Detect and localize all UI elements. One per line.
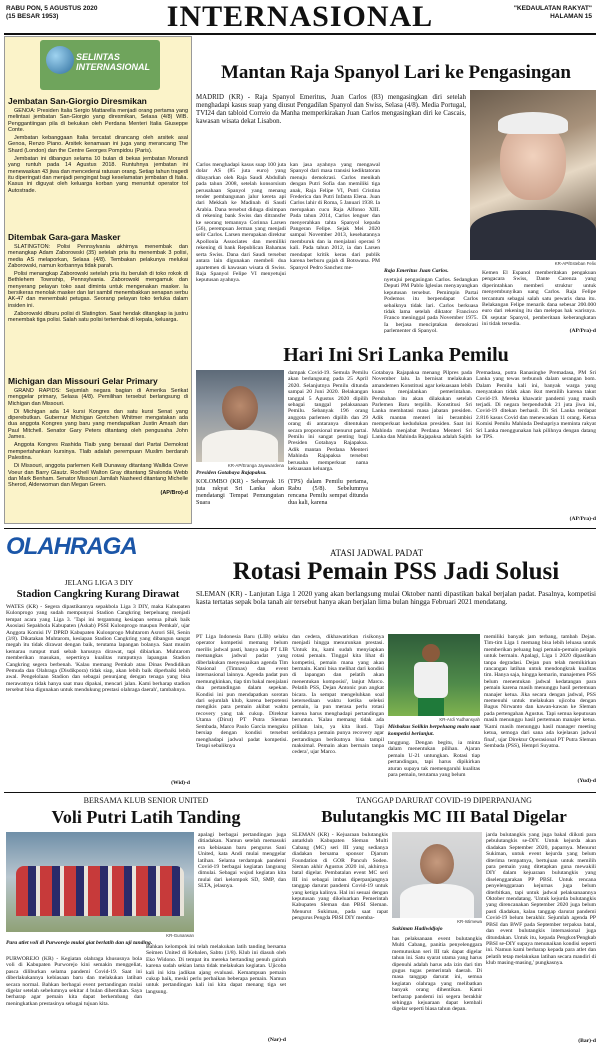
sidebar-item-3	[8, 376, 188, 520]
team-row	[16, 866, 184, 916]
portrait-face	[222, 386, 258, 430]
player-jersey	[414, 662, 448, 698]
player-figure	[422, 644, 440, 662]
spain-lead: MADRID (KR) - Raja Spanyol Emeritus, Juan Carlos (83) mengasingkan diri setelah menghadapi kasus suap yang diusut Pengadilan Spanyol dan Swiss, Selasa (4/8). Media Portugal, TVI24 dan tabloid Correio da Manha memperkirakan Juan Carlos mengasingkan diri ke Cascais, kawasan wisata dekat Lisabon.	[196, 94, 466, 126]
sidebar-para: GENOA: Presiden Italia Sergio Mattarella menjadi orang pertama yang melintasi jembatan San-Giorgio yang diresmikan, Selasa (4/8) WIB. Penggantiingan pila di bekukan oleh Perdana Menteri Italia Giuseppe Conte.	[8, 108, 188, 133]
pss-lead: SLEMAN (KR) - Lanjutan Liga 1 2020 yang akan berlangsung mulai Oktober nanti dipastikan bakal berjalan padat. Pasalnya, kompetisi kasta tertatas sepak bola tanah air tersebut hanya akan berjalan lima bulan hingga Februari 2021 mendatang.	[196, 590, 596, 607]
spain-photo	[470, 90, 596, 260]
section-title: INTERNASIONAL	[166, 0, 434, 33]
cangkring-sign: (Wid)-d	[171, 780, 190, 786]
masthead-page: HALAMAN 15	[550, 13, 592, 20]
pss-col-4: memiliki banyak jam terbang, tambah Dejan. Tim-tim Liga 1 memang bisa lebih leluasa untuk memberikan peluang bagi pemain-pemain pelapis untuk bermain. Apalagi, Liga 1 2020 dipastikan tanpa degradasi. Dejan pun telah memikirkan rancangan latihan untuk mendongkrak kualitas tim. Hanya saja, hingga kemarin, manajemen PSS belum menentukan jadwal kedatangan para pemain karena masih menunggu hasil pertemuan manajer ketua. Jika secara dengan jadwal, PSS memenuhi untuk melakukan ujicoba dengan Bagus Nirwanto dan kawan-kawan ke Sleman pada pertengahan Agustus. Tapi semua keputusan masih menunggu hasil pertemuan manajer ketua. 'Kami masih menunggu hasil manager meeting ketua, semoga dari sana ada kejelasan jadwal final', ujar Direktur Operasional PT Putra Sleman Sembada (PSS), Hempri Suyatna.	[484, 634, 596, 749]
lanka-photo-credit: KR-AP/Eranga Jayawardena	[227, 463, 284, 468]
voli-sign: (Nar)-d	[267, 1037, 286, 1043]
sport-rule-2	[4, 792, 596, 793]
sidebar-badge-text: SELINTAS INTERNASIONAL	[76, 52, 150, 72]
sidebar-item-title: Jembatan San-Giorgio Diresmikan	[8, 96, 147, 106]
portrait-shirt	[400, 884, 474, 918]
lanka-col-5: Premadasa, putra Ranasinghe Premadasa, PM Sri Lanka yang tewas terbunuh dalam serangan bom. Dalam Pemilu kali ini, banyak warga yang menyatakan tidak akan ikut memilih karena takut Covid-19. Mereka khawatir pandemi yang masih terjadi. Di negara berpenduduk 21 juta jiwa ini, Covid-19 ditekan berhasil. Di Sri Lanka terdapat 2.816 kasus Covid dan menewaskan 11 orang. Ketua Komisi Pemilu Mahinda Deshapriya meminta rakyat Sri Lanka menggunakan hak pilihnya dengan datang ke TPS.	[476, 370, 596, 441]
lanka-col-3: dampak Covid-19. Semula Pemilu akan berlangsung pada 25 April 2020. Selanjutnya Pemilu ditunda sampai 20 Juni 2020. Belakangan tanggal 5 Agustus 2020 dipilih sebagai tanggal pelaksanaan Pemilu. Sebanyak 196 orang anggota parlemen dipilih dan 29 orang di antaranya ditentukan secara proporsional menurut partai. Pemilu ini sangat penting bagi Presiden Gotabaya Rajapaksa. Adik mantan Perdana Menteri Mahinda Rajapaksa tersebut berusaha memperkuat nama kekuasaan keluarga.	[288, 370, 368, 473]
lanka-col-2: (TPS) dalam Pemilu pertama, Rabu (5/8). Sebelumnya rencana Pemilu sempat ditunda dua kali, karena	[288, 478, 368, 506]
mc-col-1: SLEMAN (KR) - Kejuaraan bulutangkis antarklub Kabupaten Sleman Multi Cabang (MC) seri III yang sedianya diadakan bersama sponsor Djarum Foundation di GOR Pancuh Soden. Sleman akhir Agustus 2020 ini, akhirnya batal digelar. Pembatalan event MC seri III ini sebagai imbas diperpanjangnya tanggap darurat pandemi Covid-19 untuk yang ketiga kalinya. Hal ini sesuai dengan keputusan yang dikeluarkan Pemerintah Kabupaten Sleman dan PBSI Sleman. Menurut Sukiman, pada saat rapat pengurus Pengda PBSI DIY memba-	[292, 832, 388, 922]
lanka-sign: (AP/Pra)-d	[569, 516, 596, 522]
sidebar-para: Zaborowski diburu polisi di Slatington. Saat hendak ditangkap ia justru menembak tiga polisi. Salah satu polisi tertembak di kepala, keluarga.	[8, 310, 188, 324]
sidebar-para: Jembatan kebanggaan Italia tercatat dirancang oleh arsitek asal Genoa, Renzo Piano. Arsitek kenamaan ini juga yang merancang The Shard (London) dan the Centre Georges Pompidou (Paris).	[8, 135, 188, 154]
globe-icon	[46, 46, 74, 74]
pss-col-1: PT Liga Indonesia Baru (LIB) selaku operator kompetisi memang belum merilis jadwal pasti, hanya saja PT LIB memangkas jadwal padat yang diberlakukan menyesuaikan agenda Tim Nasional (Timnas) dan event internasional lainnya. Agenda padat pun memungkinkan, tiap tim bakal menjalani dua pertandingan dalam sepekan. Kondisi ini pun mendapatkan sorotan dari sejumlah klub, karena berpotensi mengikis para pemain akibat waktu recovery yang tak cukup. Direktur Utama (Dirut) PT Putra Sleman Sembada, Marco Paulo Garcia mengaku bersiap dengan kondisi tersebut menghadapi jadwal padat kompetisi. Tetapi sebaliknya	[196, 634, 288, 749]
olahraga-badge: OLAHRAGA	[6, 533, 137, 560]
pss-headline: Rotasi Pemain PSS Jadi Solusi	[232, 558, 560, 585]
spain-headline: Mantan Raja Spanyol Lari ke Pengasingan	[221, 62, 571, 83]
mc-headline: Bulutangkis MC III Batal Digelar	[321, 807, 567, 826]
lanka-photo	[196, 370, 284, 462]
sidebar-para: Anggota Kongres Rashida Tlaib yang berasal dari Partai Demokrat mempertahankan kursinya. Tlaib adalah perempuan Muslim berdarah Palestina.	[8, 442, 188, 461]
sidebar-item-1	[8, 96, 188, 226]
cangkring-headline: Stadion Cangkring Kurang Dirawat	[16, 589, 180, 600]
pss-sign: (Yud)-d	[577, 778, 596, 784]
masthead-rule	[4, 33, 596, 35]
sidebar-para: GRAND RAPIDS: Sejumlah negara bagian di Amerika Serikat menggelar primary, Selasa (4/8). Pemilihan tersebut berlangsung di Michigan dan Missouri.	[8, 388, 188, 407]
portrait-hair	[498, 112, 568, 134]
voli-photo	[6, 832, 194, 932]
lanka-col-4: Gotabaya Rajapaksa menang Pilpres pada November lalu. Ia bernisat melakukan amandemen Konstitusi agar kekuasaan lebih kuasa menjalankan pemerintahan. Perubahan itu akan dilakukan setelah Parlemen Baru terpilih. Konstitusi Sri Lanka membatasi masa jabatan presiden. Adik mantan menteri ini berambisi memperkuat kedudukan presiden. Saat ini Mahinda menjabat Perdana Menteri Sri Lanka dan Mahinda Rajapaksa adalah Sajith	[372, 370, 472, 441]
voli-kicker: BERSAMA KLUB SENIOR UNITED	[83, 796, 209, 805]
voli-col-1: PURWOREJO (KR) - Kegiatan olahraga khususnya bola voli di Kabupaten Purworejo kini semakin menggeliat, pasca diliburkan selama pandemi Covid-19. Saat ini diberlakukannya kebiasaan baru dan melakukan latihan secara normal. Bahkan berbagai event pertandingan mulai digelar setelah sebelumnya sekitar 4 bulan dihentikan. Saya berharap agar pemain kita dapat berkembang dan meningkatkan prestasinya sebagai tujuan kita.	[6, 956, 142, 1007]
spain-caption: Raja Emeritus Juan Carlos.	[384, 268, 449, 274]
sidebar-item-title: Ditembak Gara-gara Masker	[8, 232, 121, 242]
voli-col-side: apalagi berbagai pertandingan juga ditiadakan. Namun setelah memasuki era kebiasaan baru pengurus Sani United, kata Andi mulai menggelar latihan. Selama terdampak pandemi Covid-19 berbagai kegiatan langsung dimulai. Sebagai wujud kegiatan kita mulai dari kelompok SD, SMP, dan SLTA, jelasnya.	[198, 832, 286, 890]
pss-col-3: tanggung. Dengan begitu, ia minta dalam menentukan pilihan. Ajaran pemain U-21 untungkan. Rotasi tiap pertandingan, tapi harus dipikirkan aturan supaya tak memengaruhi kualitas para pemain, terutama yang belum	[388, 740, 480, 779]
mc-caption: Sukiman Hadiwidjojo	[392, 926, 443, 932]
sidebar-badge-bg	[40, 40, 160, 90]
spain-photo-credit: KR-AP/Esteban Felix	[554, 261, 596, 266]
masthead-date: RABU PON, 5 AGUSTUS 2020	[6, 5, 98, 12]
spain-col-2: kan jasa ayahnya yang mengawal Spanyol dari masa transisi kediktatoran menuju demokrasi. Carlos menikah dengan Putri Sofia dan memiliki tiga anak, Raja Felipe VI, Putri Cristina Frederica dan Putri Infanta Elena. Juan Carlos lahir di Roma, 5 Januari 1938. Ia merupakan cucu Raja Alfonso XIII. Pada tahun 2014, Carlos lengser dan menyerahkan tahta Spanyol kepada Pangeran Felipe. Sejak Mei 2020 sampai November 2013, kesehatannya memburuk dan ia menjalani operasi 9 kali. Pada tahun 2012, ia dan Larsen mendapat kritik keras dari publik karena berburu gajah di Botswana. PM Spanyol Pedro Sanchez me-	[290, 162, 380, 271]
sidebar-sign: (AP/Bro)-d	[160, 490, 188, 497]
cangkring-body: WATES (KR) - Segera dipastikannya sepakbola Liga 3 DIY, maka Kabupaten Kulonprogo yang sudah mempunyai Stadion Cangkring berpeluang menjadi tempat acara yang Liga 3. 'Tapi ini tergantung kesiapan semua pihak baik Asosiasi Sepakbola Kabupaten (Askab) PSSI Kulonprogo maupun Pemkab', ujar Anggota Komisi IV DPRD Kabupaten Kulonprogo Muhtarom Asrori SH, Senin (3/8). Dikatakan Muhtarom, kesiapan Stadion Cangkring yang dibangun sangat megah itu tidak dirawat dengan baik, terutama lapangan bolanya. Saat musim kemarau rumput mati sebab harusnya dirawat, tapi dibiarkan. Muhtarom memberikan masukan, sepertinya kualitas rumputnya lapangan Stadion Cangkring segera berbenah. 'Kalau memang Pemkab atau Dinas Pendidikan Pemuda dan Olahraga (Disdikpora) tidak siap, akan lebih baik diperbaiki lebih awal. Pengelolaan Stadion dan sebagai penunjang dengan tenaga yang bisa merawatnya tidak hanya saat mau dipakai, mencari jalan. Kami berharap stadion tersebut bisa digunakan untuk mendukung prestasi olahraga daerah', tambahnya.	[6, 604, 190, 694]
pss-kicker: ATASI JADWAL PADAT	[330, 548, 424, 558]
mc-col-3: jarda bulutangkis yang juga bakal diikuti para pebulutangkis se-DIY. Untuk kejurda akan diadakan September 2020, paparnya. Menurut Sukiman, untuk event kejurda yang belum diterima tempatnya, bertujuan untuk memilih para pemain yang ditetapkan guna mewakili DIY dalam kejuaraan bulutangkis yang diselenggarakan PP PBSI. Untuk rencana penyelenggaraan kejurnas juga belum diterbitkan, tapi untuk jadwal pelaksanaannya Oktober mendatang. 'Untuk kejurda bulutangkis yang direncanakan September 2020 juga belum pasti diadakan, kalau tanggap darurat pandemi Covid-19 belum berakhir. Sejumlah agenda PP PBSI dan BWF pada September terpaksa batal, dan event bulutangkis internasional juga ditundakan. Untuk itu, kepada Pengkot/Pengkab PBSI se-DIY supaya menunaikan kondisi seperti ini. Namun kami berharap kepada para atlet dan pelatih tetap melakukan latihan secara mandiri di klub masing-masing,' pungkasnya.	[486, 832, 596, 967]
voli-col-2: Bahkan kelompok ini telah melakukan latih tanding bersama Seimen United di Kebalen, Sabtu (1/8). Klub ini diasuh oleh Eko Widono. Di tempat itu mereka bertanding penuh gairah karena sudah sekian lama tidak melakukan kegiatan. Ujicoba kali ini kita jadikan ajang evaluasi. Kemampuan pemain cukup baik, meski perlu perbaikan beberapa pemain. Namun untuk pertandingan kali ini kita dapat menang tiga set langsung.	[146, 944, 286, 995]
lanka-lead: KOLOMBO (KR) - Sebanyak 16 juta rakyat Sri Lanka akan mendatangi Tempat Pemungutan Suara	[196, 478, 284, 506]
lanka-caption: Presiden Gotabaya Rajapaksa.	[196, 470, 267, 476]
mc-photo-credit: KR-Istimewa	[457, 919, 482, 924]
sport-rule	[4, 528, 596, 529]
sidebar-item-2	[8, 232, 188, 372]
pss-caption: Misbakus Solikin berpeluang main saat kompetisi berlanjut.	[388, 724, 480, 737]
voli-caption: Para atlet voli di Purworejo mulai giat berlatih dan uji tanding.	[6, 940, 153, 946]
mc-kicker: TANGGAP DARURAT COVID-19 DIPERPANJANG	[356, 796, 532, 805]
player-legs	[418, 698, 444, 716]
sidebar-para: Di Michigan ada 14 kursi Kongres dan satu kursi Senat yang diperebutkan. Gubernur Michigan Gretchen Whitmer mengatakan ada dua anggota Kongres yang baru yang mendapatkan Justin Amash dan Paul Mitchell. Senator Gary Peters ditantang oleh pengusaha John James.	[8, 408, 188, 441]
sidebar-para: SLATINGTON: Polisi Pennsylvania akhirnya menembak dan menangkap Adam Zaborowski (35) setelah pria itu menembak 3 polisi, media AS melaporkan, Selasa (4/8). Tembakan pelakunya melukai Zaborowski, namun korbannya tidak parah.	[8, 244, 188, 269]
pss-col-2: dan cedera, dikhawatirkan risikonya menjadi hingga menurunkan prestasi. 'Untuk itu, kami sudah menyiapkan rotasi pemain. Tinggal kita lihat di kompetisi, pemain mana yang akan bermain. Kami bisa melihat dari kondisi di lapangan dan pelatih akan menentukan komposisi', lanjut Marco. Pelatih PSS, Dejan Antonic pun angkat bicara. Ia sempat mengeluhkan soal ketersediaan waktu ketika seleksi pemain, ia pun merasa perlu rotasi karena harus menghadapi pertandingan beruntun. 'Kalau memang tidak ada pilihan lain, ya kita ikuti. Tapi setidaknya pemain punya recovery agar pertandingan berikutnya bisa tampil maksimal. Pemain akan bermain tanpa cedera', ujar Marco.	[292, 634, 384, 756]
pss-photo-credit: KR-Ardi Yudhansyah	[439, 717, 480, 722]
portrait-shirt	[202, 430, 278, 462]
mc-photo	[392, 832, 482, 918]
voli-photo-credit: KR-Gunarwan	[166, 933, 194, 938]
sidebar-para: Jembatan ini dibangun selama 10 bulan di bekas jembatan Morandi yang runtuh pada 14 Agustus 2018. Runtuhnya jembatan ini menewaskan 43 jiwa dan mencederai ratusan orang. Setiap tahun tragedi itu diperingati dan menjadi pengingat bagi keselamatan jembatan di Italia. Kasus ini diguyat oleh keluarga korban yang menuntut operator tol Autostrade.	[8, 156, 188, 194]
lanka-headline: Hari Ini Sri Lanka Pemilu	[283, 344, 509, 366]
voli-headline: Voli Putri Latih Tanding	[51, 807, 241, 827]
spain-col-3: nyetujui pengasingan Carlos. Sedangkan Deputi PM Pablo Iglesias menyayangkan keputusan tersebut. Pemimpin Partai Podemos itu berpendapat Carlos sebaiknya tidak lari. Carlos berkuasa tidak lama setelah diktator Francisco Franco meninggal pada November 1975. Ia berjasa menciptakan demokrasi parlementer di Spanyol.	[384, 277, 478, 335]
pss-photo	[388, 634, 480, 716]
masthead-subdate: (15 BESAR 1953)	[6, 13, 59, 20]
sidebar-para: Di Missouri, anggota parlemen Kelli Dunaway ditantang Wallida Creve Voeur dan Barry Glautz. Rochell Walton Gray ditantang Shalonda Webb dan Mark Benham. Senator Missouri Jamilah Nasheed ditantang Michelle Sherod, Alderwoman dan Megan Green.	[8, 463, 188, 489]
portrait-face	[420, 844, 454, 884]
portrait-suit	[470, 210, 596, 260]
sidebar-item-title: Michigan dan Missouri Gelar Primary	[8, 376, 158, 386]
spain-col-1: Carlos menghadapi kasus suap 100 juta dolar AS (85 juta euro) yang dibayarkan oleh Raja Saudi Abdullah pada tahun 2008, setelah konsorsium perusahaan Spanyol yang menang tender pembangunan jalur kereta api dari Mekkah ke Madinah di Saudi Arabia. Dana tersebut diduga disimpan di rekening bank Swiss dan ditransfer ke seorang temannya Corinna Larsen (56), perempuan Jerman yang menjadi selir Carlos. Larsen merupakan direktur Apollonia Associates dan memiliki rekening di bank Republican Bahamas serta Swiss. Dana dari Saudi tersebut antara lain digunakan membeli dua apartemen di kawasan wisata di Swiss. Raja Spanyol Felipe VI menyetujui keputusan ayahnya.	[196, 162, 286, 284]
spain-sign: (AP/Pra)-d	[569, 328, 596, 334]
cangkring-kicker: JELANG LIGA 3 DIY	[64, 578, 134, 587]
mc-sign: (Bar)-d	[578, 1038, 596, 1044]
spain-col-4: Kemen El Espanol memberitakan pengakuan pengacara Swiss, Dante Carenza yang diperintahkan memberi struktur untuk menyembunyikan uang Carlos. Raja Felipe tercantum sebagai salah satu pewaris dana itu. Belakangan Felipe menarik dana sebesar 200.000 euro dari rekening itu dan melepas hak warisnya. Di seputar Spanyol, pemberitaan keberangkatan ini tidak tersedia.	[482, 270, 596, 328]
masthead-paper: "KEDAULATAN RAKYAT"	[513, 5, 592, 12]
sidebar-para: Polisi menangkap Zaborowski setelah pria itu berulah di toko rokok di Bethlehem Township, Pennsylvania. Zaborowski mengamuk dan menyerang pelayan toko saat diminta untuk mengenakan masker. Ia bersikeras menolak masker dan lari sambil menembakkan senapan serbu AK-47 dan menembaki petugas. Seorang pelayan toko terluka dalam insiden ini.	[8, 271, 188, 309]
mc-col-2: has pelaksanaan event bulutangkis Multi Cabang, panitia penyelenggara memutuskan seri III tak dapat digelar tahun ini. Satu syarat utama yang harus dipenuhi adalah harus ada izin dari tim gugus tugas pemerintah daerah. Di masa tanggap darurat ini, semua kegiatan olahraga yang melibatkan banyak orang dihentikan. Kami berharap pandemi ini segera berakhir sehingga kejuaraan dapat kembali digelar seperti biasa tahun depan.	[392, 936, 482, 1013]
